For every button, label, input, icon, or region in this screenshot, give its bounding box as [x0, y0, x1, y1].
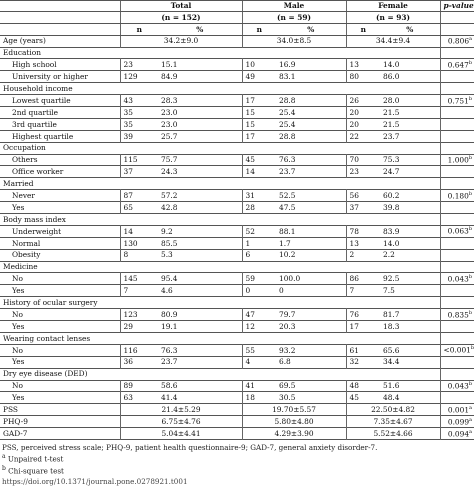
- p-value-cell: [440, 107, 474, 119]
- male-n-cell: 14: [242, 166, 276, 178]
- table-row: [0, 154, 474, 166]
- table-row: [0, 166, 474, 178]
- female-mean-sd: 22.50±4.82: [346, 404, 440, 416]
- female-n-cell: 26: [346, 95, 380, 107]
- table-row: [0, 285, 474, 297]
- row-label: Normal: [12, 238, 41, 248]
- row-label: Never: [12, 190, 35, 200]
- female-mean-sd: 7.35±4.67: [346, 416, 440, 428]
- p-value-cell: 0.063$^b$: [440, 225, 474, 237]
- section-label: Wearing contact lenses: [0, 332, 440, 344]
- table-row: [0, 344, 474, 356]
- section-row: [0, 83, 474, 95]
- section-label: Medicine: [0, 261, 440, 273]
- table-row: [0, 59, 474, 71]
- table-row: [0, 392, 474, 404]
- total-pct-cell: 85.5: [161, 238, 178, 248]
- male-pct-cell: 76.3: [279, 155, 296, 165]
- female-n-cell: 56: [346, 190, 380, 202]
- row-label: GAD-7: [3, 428, 28, 438]
- p-value-cell: [440, 166, 474, 178]
- total-n-cell: 89: [120, 380, 158, 392]
- male-n-cell: 12: [242, 321, 276, 333]
- row-label: No: [12, 309, 23, 319]
- total-pct-cell: 23.0: [161, 107, 178, 117]
- header-female: Female: [346, 0, 440, 11]
- female-mean-sd: 5.52±4.66: [346, 428, 440, 440]
- col-n: n: [120, 23, 158, 35]
- section-label: History of ocular surgery: [0, 297, 440, 309]
- male-pct-cell: 6.8: [279, 357, 291, 367]
- total-pct-cell: 5.3: [161, 250, 173, 260]
- female-pct-cell: 23.7: [383, 131, 400, 141]
- p-value-cell: [440, 356, 474, 368]
- female-n-cell: 13: [346, 237, 380, 249]
- p-value-cell: 0.180$^b$: [440, 190, 474, 202]
- table-row: [0, 107, 474, 119]
- female-n-cell: 37: [346, 202, 380, 214]
- male-pct-cell: 52.5: [279, 190, 296, 200]
- female-pct-cell: 51.6: [383, 381, 400, 391]
- summary-row: [0, 35, 474, 47]
- row-label: Underweight: [12, 226, 62, 236]
- section-row: [0, 297, 474, 309]
- section-label: Education: [0, 47, 440, 59]
- row-label: High school: [12, 60, 57, 70]
- p-value-cell: [440, 392, 474, 404]
- total-pct-cell: 84.9: [161, 72, 178, 82]
- male-pct-cell: 0: [279, 286, 284, 296]
- p-value-cell: 0.835$^b$: [440, 309, 474, 321]
- male-mean-sd: 4.29±3.90: [242, 428, 346, 440]
- section-row: [0, 178, 474, 190]
- header-row-cols: [0, 23, 474, 35]
- total-pct-cell: 42.8: [161, 202, 178, 212]
- p-value-cell: [440, 332, 474, 344]
- male-n-cell: 47: [242, 309, 276, 321]
- male-pct-cell: 25.4: [279, 107, 296, 117]
- section-row: [0, 261, 474, 273]
- female-n-cell: 17: [346, 321, 380, 333]
- female-n-cell: 23: [346, 166, 380, 178]
- male-n-cell: 15: [242, 107, 276, 119]
- total-pct-cell: 23.7: [161, 357, 178, 367]
- male-n-cell: 28: [242, 202, 276, 214]
- male-n-cell: 17: [242, 95, 276, 107]
- row-label: University or higher: [12, 72, 88, 82]
- male-pct-cell: 28.8: [279, 95, 296, 105]
- section-label: Household income: [0, 83, 440, 95]
- section-row: [0, 214, 474, 226]
- total-pct-cell: 28.3: [161, 95, 178, 105]
- table-row: [0, 356, 474, 368]
- female-pct-cell: 14.0: [383, 238, 400, 248]
- total-pct-cell: 4.6: [161, 286, 173, 296]
- p-value-cell: [440, 249, 474, 261]
- p-value-cell: [440, 142, 474, 154]
- total-n-cell: 116: [120, 344, 158, 356]
- female-n-cell: 32: [346, 356, 380, 368]
- top-rule: [0, 0, 474, 1]
- female-pct-cell: 92.5: [383, 274, 400, 284]
- female-n-cell: 80: [346, 71, 380, 83]
- p-value-cell: <0.001$^b$: [440, 344, 474, 356]
- female-n-cell: 76: [346, 309, 380, 321]
- section-row: [0, 47, 474, 59]
- female-n-cell: 86: [346, 273, 380, 285]
- female-pct-cell: 14.0: [383, 60, 400, 70]
- total-n-cell: 129: [120, 71, 158, 83]
- header-n-male: (n = 59): [242, 11, 346, 23]
- abbreviations-note: PSS, perceived stress scale; PHQ-9, patient health questionnaire-9; GAD-7, general anxiety disorder-7.: [2, 442, 378, 452]
- male-pct-cell: 1.7: [279, 238, 291, 248]
- p-value-cell: 0.751$^b$: [440, 95, 474, 107]
- female-pct-cell: 24.7: [383, 167, 400, 177]
- total-mean-sd: 21.4±5.29: [120, 404, 242, 416]
- table-row: [0, 130, 474, 142]
- total-n-cell: 123: [120, 309, 158, 321]
- total-pct-cell: 76.3: [161, 345, 178, 355]
- female-pct-cell: 60.2: [383, 190, 400, 200]
- section-label: Married: [0, 178, 440, 190]
- female-n-cell: 20: [346, 107, 380, 119]
- summary-row: [0, 404, 474, 416]
- header-male: Male: [242, 0, 346, 11]
- table-row: [0, 237, 474, 249]
- male-pct-cell: 47.5: [279, 202, 296, 212]
- male-n-cell: 0: [242, 285, 276, 297]
- total-pct-cell: 25.7: [161, 131, 178, 141]
- header-blank: [0, 0, 120, 11]
- col-pct: %: [276, 23, 346, 35]
- male-mean-sd: 5.80±4.80: [242, 416, 346, 428]
- male-n-cell: 17: [242, 130, 276, 142]
- female-pct-cell: 39.8: [383, 202, 400, 212]
- male-mean-sd: 19.70±5.57: [242, 404, 346, 416]
- row-label: No: [12, 274, 23, 284]
- p-value-cell: [440, 202, 474, 214]
- total-pct-cell: 95.4: [161, 274, 178, 284]
- total-n-cell: 14: [120, 225, 158, 237]
- col-pct: %: [380, 23, 440, 35]
- row-label: Yes: [12, 393, 25, 403]
- total-n-cell: 39: [120, 130, 158, 142]
- total-mean-sd: 5.04±4.41: [120, 428, 242, 440]
- table-row: [0, 71, 474, 83]
- male-n-cell: 31: [242, 190, 276, 202]
- female-n-cell: 7: [346, 285, 380, 297]
- female-n-cell: 61: [346, 344, 380, 356]
- female-pct-cell: 2.2: [383, 250, 395, 260]
- male-pct-cell: 100.0: [279, 274, 301, 284]
- row-label: PHQ-9: [3, 416, 28, 426]
- total-n-cell: 29: [120, 321, 158, 333]
- total-n-cell: 7: [120, 285, 158, 297]
- total-n-cell: 23: [120, 59, 158, 71]
- total-n-cell: 145: [120, 273, 158, 285]
- p-value-cell: [440, 118, 474, 130]
- female-n-cell: 22: [346, 130, 380, 142]
- row-label: 2nd quartile: [12, 107, 59, 117]
- header-row-ns: [0, 11, 474, 23]
- male-n-cell: 10: [242, 59, 276, 71]
- section-label: Occupation: [0, 142, 440, 154]
- row-label: Yes: [12, 286, 25, 296]
- female-n-cell: 2: [346, 249, 380, 261]
- col-n: n: [346, 23, 380, 35]
- p-value-cell: [440, 130, 474, 142]
- male-pct-cell: 28.8: [279, 131, 296, 141]
- total-pct-cell: 75.7: [161, 155, 178, 165]
- total-n-cell: 35: [120, 107, 158, 119]
- p-value-cell: [440, 214, 474, 226]
- row-label: Yes: [12, 357, 25, 367]
- total-n-cell: 87: [120, 190, 158, 202]
- male-pct-cell: 10.2: [279, 250, 296, 260]
- row-label: No: [12, 345, 23, 355]
- male-n-cell: 45: [242, 154, 276, 166]
- total-pct-cell: 15.1: [161, 60, 178, 70]
- total-n-cell: 8: [120, 249, 158, 261]
- footnote-b: $^b$ Chi-square test: [2, 465, 64, 476]
- total-n-cell: 63: [120, 392, 158, 404]
- female-pct-cell: 75.3: [383, 155, 400, 165]
- total-n-cell: 43: [120, 95, 158, 107]
- male-pct-cell: 30.5: [279, 393, 296, 403]
- total-mean-sd: 6.75±4.76: [120, 416, 242, 428]
- female-n-cell: 48: [346, 380, 380, 392]
- p-value-cell: 0.647$^b$: [440, 59, 474, 71]
- total-mean-sd: 34.2±9.0: [120, 35, 242, 47]
- table-row: [0, 95, 474, 107]
- total-pct-cell: 80.9: [161, 309, 178, 319]
- p-value-cell: 0.094$^a$: [440, 428, 474, 440]
- total-n-cell: 115: [120, 154, 158, 166]
- total-n-cell: 36: [120, 356, 158, 368]
- p-value-cell: [440, 71, 474, 83]
- female-pct-cell: 21.5: [383, 107, 400, 117]
- row-label: Yes: [12, 321, 25, 331]
- row-label: 3rd quartile: [12, 119, 57, 129]
- col-pct: %: [158, 23, 242, 35]
- p-value-cell: 0.043$^b$: [440, 380, 474, 392]
- p-value-cell: [440, 83, 474, 95]
- male-n-cell: 15: [242, 118, 276, 130]
- row-label: Age (years): [3, 36, 46, 46]
- summary-row: [0, 428, 474, 440]
- table-row: [0, 380, 474, 392]
- total-pct-cell: 57.2: [161, 190, 178, 200]
- table-notes: [0, 440, 474, 487]
- female-n-cell: 20: [346, 118, 380, 130]
- male-n-cell: 59: [242, 273, 276, 285]
- female-n-cell: 78: [346, 225, 380, 237]
- p-value-cell: [440, 47, 474, 59]
- p-value-cell: [440, 178, 474, 190]
- p-value-cell: 0.001$^a$: [440, 404, 474, 416]
- female-pct-cell: 83.9: [383, 226, 400, 236]
- male-mean-sd: 34.0±8.5: [242, 35, 346, 47]
- p-value-cell: [440, 237, 474, 249]
- total-pct-cell: 9.2: [161, 226, 173, 236]
- male-pct-cell: 23.7: [279, 167, 296, 177]
- section-row: [0, 332, 474, 344]
- p-value-cell: 1.000$^b$: [440, 154, 474, 166]
- male-n-cell: 1: [242, 237, 276, 249]
- total-pct-cell: 41.4: [161, 393, 178, 403]
- female-pct-cell: 81.7: [383, 309, 400, 319]
- female-pct-cell: 86.0: [383, 72, 400, 82]
- total-pct-cell: 23.0: [161, 119, 178, 129]
- header-n-total: (n = 152): [120, 11, 242, 23]
- male-pct-cell: 25.4: [279, 119, 296, 129]
- female-pct-cell: 7.5: [383, 286, 395, 296]
- total-n-cell: 37: [120, 166, 158, 178]
- table-row: [0, 118, 474, 130]
- p-value-cell: [440, 297, 474, 309]
- male-pct-cell: 20.3: [279, 321, 296, 331]
- doi-link[interactable]: https://doi.org/10.1371/journal.pone.0278921.t001: [2, 477, 188, 487]
- female-pct-cell: 48.4: [383, 393, 400, 403]
- table-row: [0, 190, 474, 202]
- table-row: [0, 225, 474, 237]
- female-n-cell: 13: [346, 59, 380, 71]
- total-n-cell: 130: [120, 237, 158, 249]
- row-label: Highest quartile: [12, 131, 74, 141]
- table-row: [0, 249, 474, 261]
- female-pct-cell: 28.0: [383, 95, 400, 105]
- row-label: PSS: [3, 405, 18, 415]
- total-n-cell: 35: [120, 118, 158, 130]
- male-n-cell: 6: [242, 249, 276, 261]
- total-n-cell: 65: [120, 202, 158, 214]
- p-value-cell: [440, 261, 474, 273]
- row-label: Yes: [12, 202, 25, 212]
- male-pct-cell: 88.1: [279, 226, 296, 236]
- section-label: Dry eye disease (DED): [0, 368, 440, 380]
- male-n-cell: 49: [242, 71, 276, 83]
- row-label: Obesity: [12, 250, 41, 260]
- header-n-female: (n = 93): [346, 11, 440, 23]
- male-pct-cell: 83.1: [279, 72, 296, 82]
- row-label: Lowest quartile: [12, 95, 71, 105]
- p-value-cell: 0.043$^b$: [440, 273, 474, 285]
- header-pvalue: p-value: [440, 0, 474, 11]
- header-total: Total: [120, 0, 242, 11]
- table-row: [0, 321, 474, 333]
- section-row: [0, 368, 474, 380]
- row-label: Office worker: [12, 167, 64, 177]
- male-n-cell: 52: [242, 225, 276, 237]
- total-pct-cell: 58.6: [161, 381, 178, 391]
- male-n-cell: 4: [242, 356, 276, 368]
- header-row-groups: [0, 0, 474, 11]
- total-pct-cell: 19.1: [161, 321, 178, 331]
- male-n-cell: 55: [242, 344, 276, 356]
- p-value-cell: [440, 285, 474, 297]
- female-n-cell: 45: [346, 392, 380, 404]
- col-n: n: [242, 23, 276, 35]
- male-pct-cell: 79.7: [279, 309, 296, 319]
- male-n-cell: 41: [242, 380, 276, 392]
- p-value-cell: 0.806$^a$: [440, 35, 474, 47]
- table-row: [0, 202, 474, 214]
- row-label: No: [12, 381, 23, 391]
- p-value-cell: [440, 321, 474, 333]
- row-label: Others: [12, 155, 38, 165]
- section-row: [0, 142, 474, 154]
- female-pct-cell: 34.4: [383, 357, 400, 367]
- p-value-cell: [440, 368, 474, 380]
- male-n-cell: 18: [242, 392, 276, 404]
- section-label: Body mass index: [0, 214, 440, 226]
- female-pct-cell: 21.5: [383, 119, 400, 129]
- total-pct-cell: 24.3: [161, 167, 178, 177]
- female-pct-cell: 65.6: [383, 345, 400, 355]
- female-pct-cell: 18.3: [383, 321, 400, 331]
- summary-row: [0, 416, 474, 428]
- table-row: [0, 309, 474, 321]
- footnote-a: $^a$ Unpaired t-test: [2, 453, 64, 464]
- p-value-cell: 0.099$^a$: [440, 416, 474, 428]
- female-mean-sd: 34.4±9.4: [346, 35, 440, 47]
- male-pct-cell: 93.2: [279, 345, 296, 355]
- male-pct-cell: 69.5: [279, 381, 296, 391]
- male-pct-cell: 16.9: [279, 60, 296, 70]
- table-row: [0, 273, 474, 285]
- female-n-cell: 70: [346, 154, 380, 166]
- table-body: [0, 35, 474, 439]
